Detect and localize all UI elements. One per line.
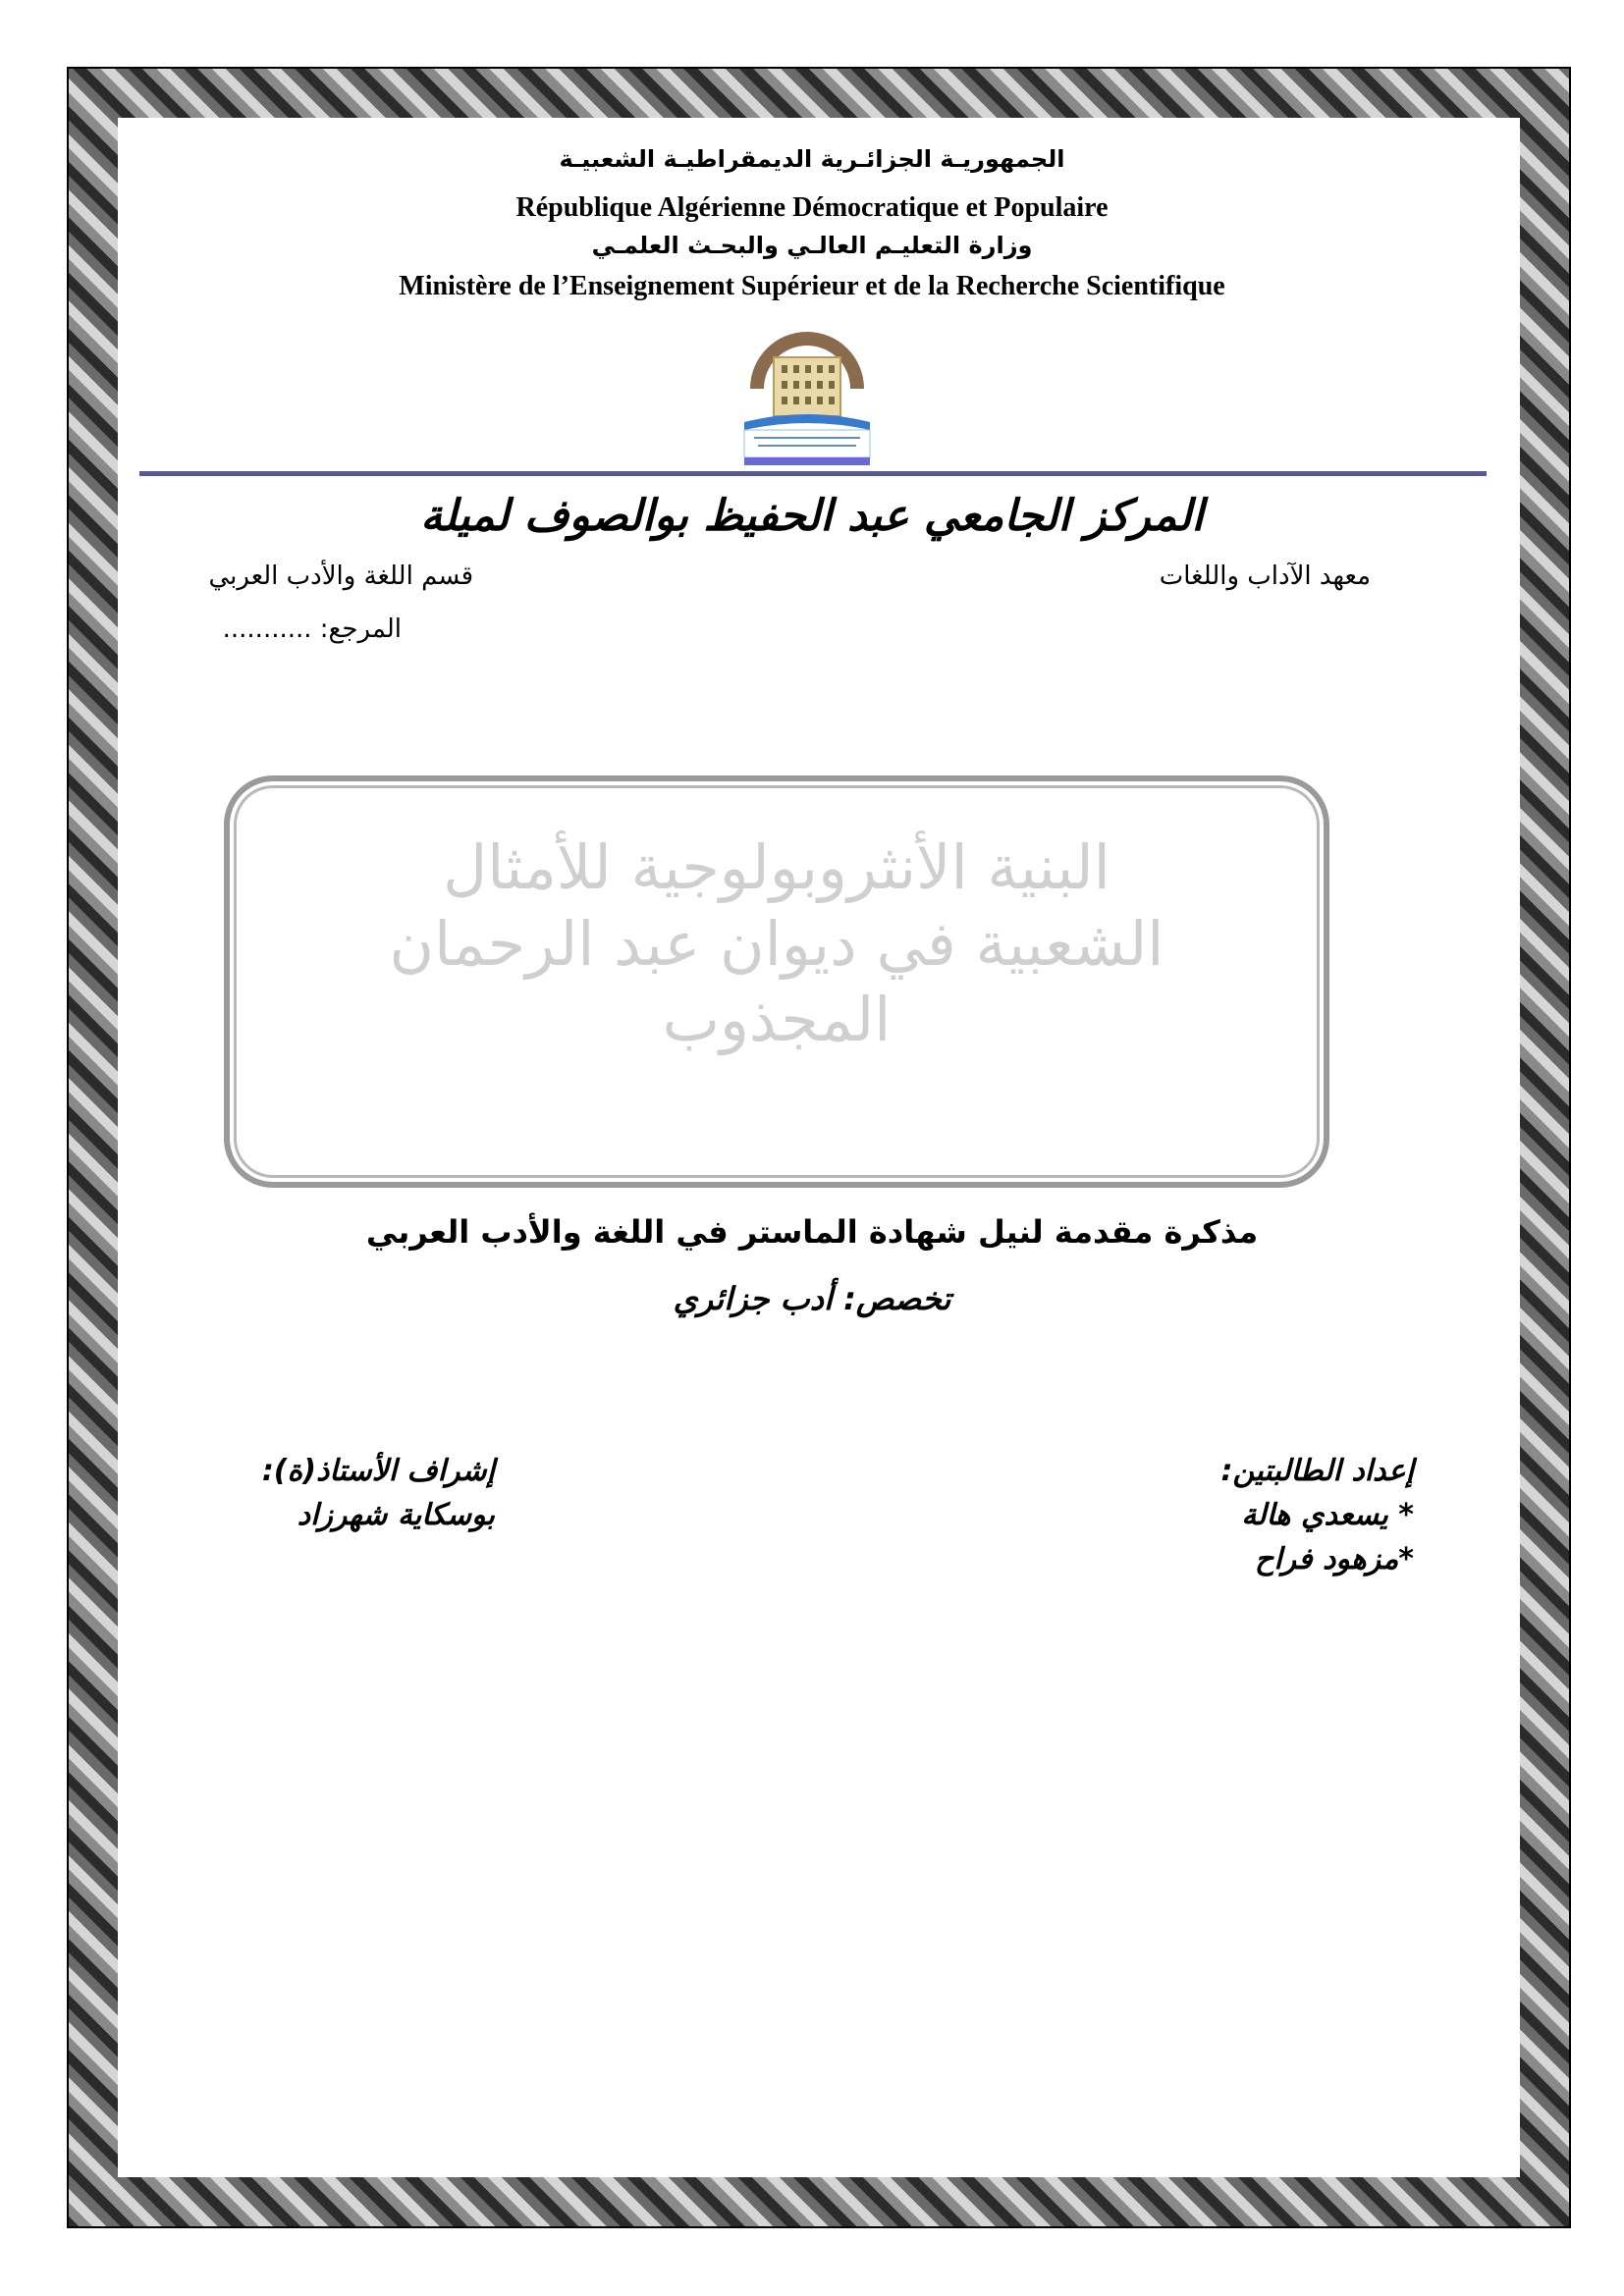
header-divider: [139, 471, 1487, 476]
reference-number: المرجع: ...........: [222, 614, 402, 644]
department-name: قسم اللغة والأدب العربي: [208, 561, 473, 591]
republic-name-arabic: الجمهوريـة الجزائـرية الديمقراطيـة الشعبيـة: [559, 145, 1065, 173]
students-heading: إعداد الطالبتين:: [1220, 1454, 1414, 1488]
thesis-title: [224, 829, 1329, 1058]
thesis-title-line: البنية الأنثروبولوجية للأمثال: [443, 831, 1110, 903]
specialty: تخصص: أدب جزائري: [673, 1280, 951, 1317]
supervisor-block: [262, 1449, 495, 1537]
ministry-name-arabic: وزارة التعليـم العالـي والبحـث العلمـي: [591, 232, 1033, 259]
republic-name-french: République Algérienne Démocratique et Populaire: [515, 192, 1109, 223]
center-name: المركز الجامعي عبد الحفيظ بوالصوف لميلة: [420, 491, 1204, 541]
student-name: *مزهود فراح: [1254, 1542, 1414, 1576]
student-name: * يسعدي هالة: [1241, 1498, 1414, 1532]
ministry-name-french: Ministère de l’Enseignement Supérieur et de la Recherche Scientifique: [399, 271, 1225, 301]
institute-name: معهد الآداب واللغات: [1159, 561, 1371, 591]
thesis-title-line: المجذوب: [662, 984, 892, 1055]
university-logo: [731, 320, 884, 467]
supervisor-heading: إشراف الأستاذ(ة):: [261, 1454, 495, 1488]
supervisor-name: بوسكاية شهرزاد: [297, 1498, 495, 1532]
thesis-title-line: الشعبية في ديوان عبد الرحمان: [389, 907, 1164, 980]
students-block: [1221, 1449, 1414, 1581]
memo-purpose: مذكرة مقدمة لنيل شهادة الماستر في اللغة والأدب العربي: [365, 1213, 1259, 1251]
